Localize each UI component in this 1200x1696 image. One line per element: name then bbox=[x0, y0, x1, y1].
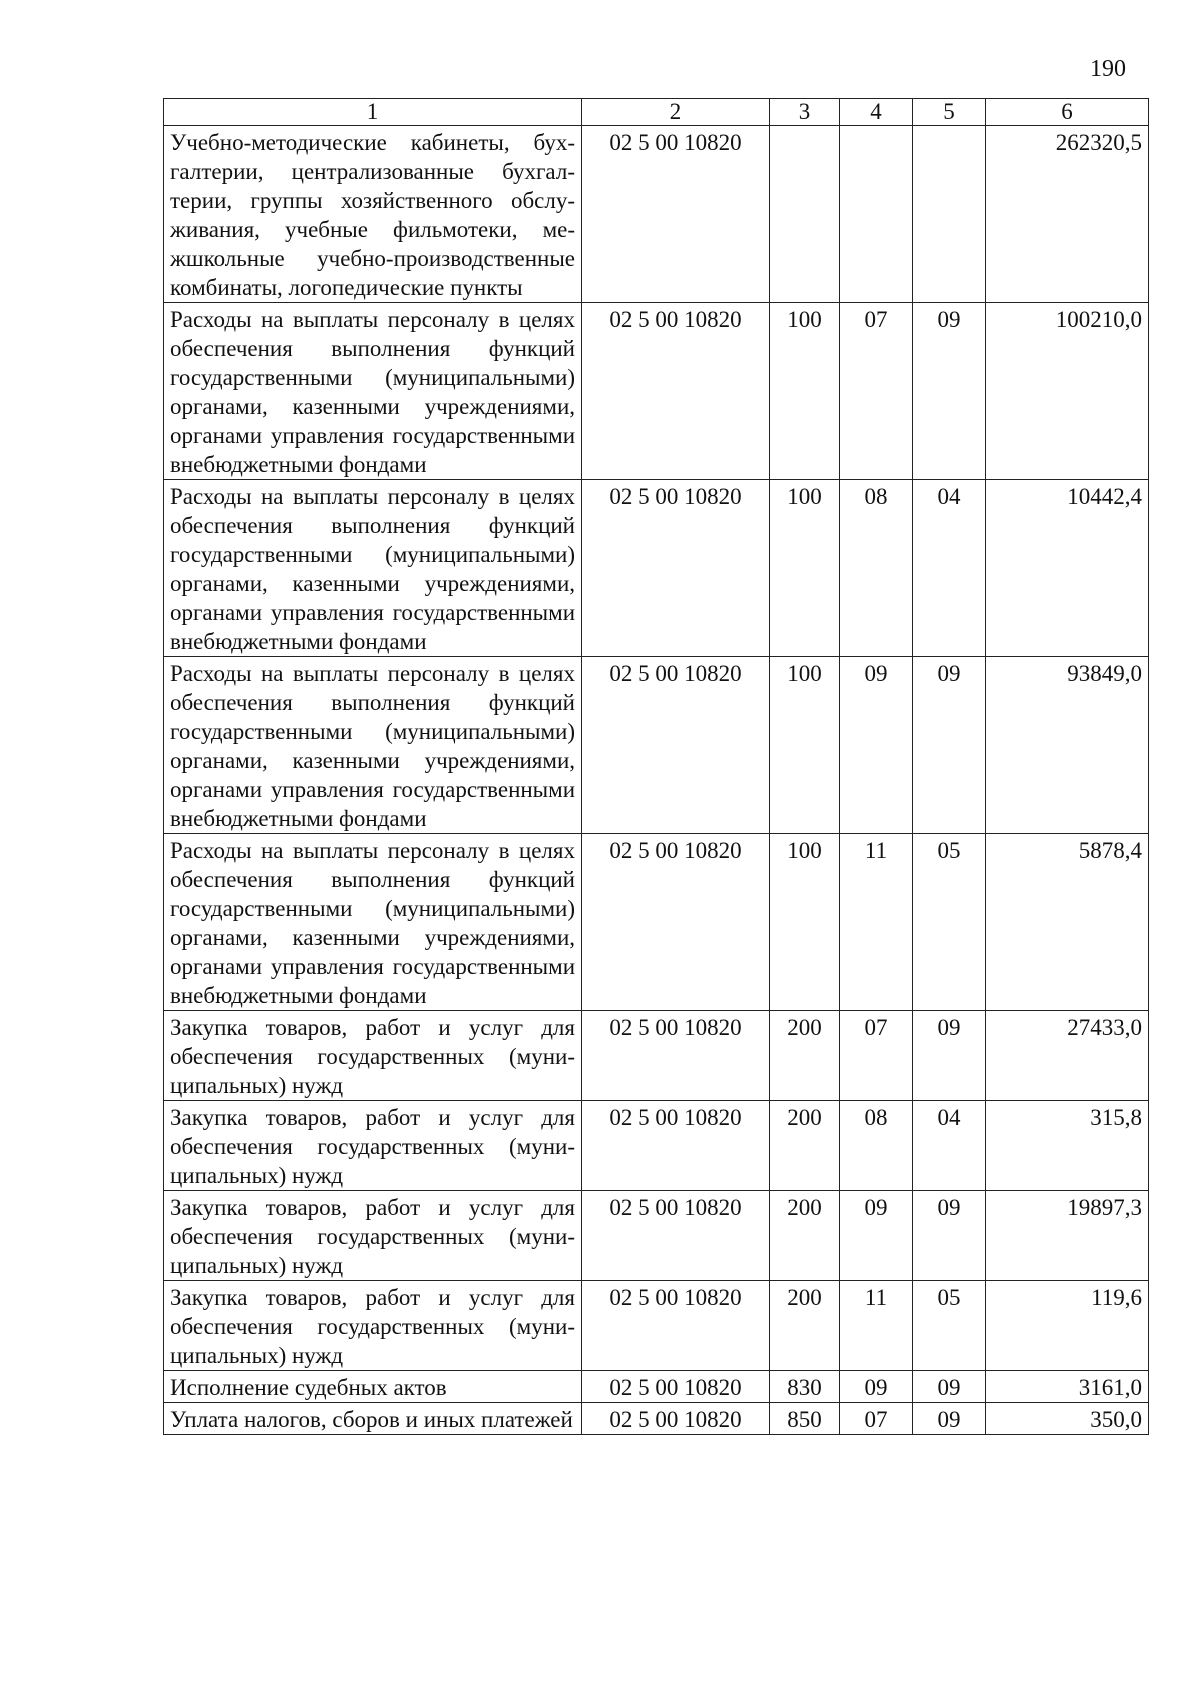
row-subsection: 09 bbox=[913, 1011, 986, 1101]
row-description: Учебно-методические кабинеты, бухгалтерии, централизованные бухгалтерии, группы хозяйственного обслуживания, учебные фильмотеки, межшкольные учебно-производственные комбинаты, логопедические пункты bbox=[164, 126, 582, 303]
budget-table bbox=[163, 98, 1149, 1435]
row-section: 08 bbox=[840, 1101, 913, 1191]
row-subsection: 05 bbox=[913, 834, 986, 1011]
table-row bbox=[164, 1403, 1149, 1435]
row-expense-type: 850 bbox=[770, 1403, 840, 1435]
row-target-code: 02 5 00 10820 bbox=[582, 834, 770, 1011]
row-amount: 10442,4 bbox=[986, 480, 1149, 657]
row-description: Уплата налогов, сборов и иных платежей bbox=[164, 1403, 582, 1435]
column-header: 3 bbox=[770, 99, 840, 126]
row-expense-type: 200 bbox=[770, 1281, 840, 1371]
column-header: 5 bbox=[913, 99, 986, 126]
row-amount: 262320,5 bbox=[986, 126, 1149, 303]
column-header: 4 bbox=[840, 99, 913, 126]
row-expense-type bbox=[770, 126, 840, 303]
row-amount: 350,0 bbox=[986, 1403, 1149, 1435]
table-row bbox=[164, 480, 1149, 657]
row-expense-type: 100 bbox=[770, 303, 840, 480]
row-description: Расходы на выплаты персоналу в целях обеспечения выполнения функций государственными (муниципальными) органами, казенными учреждениями, органами управления государственными внебюджетными фондами bbox=[164, 303, 582, 480]
row-section: 09 bbox=[840, 657, 913, 834]
row-expense-type: 200 bbox=[770, 1101, 840, 1191]
row-subsection: 04 bbox=[913, 1101, 986, 1191]
row-subsection: 04 bbox=[913, 480, 986, 657]
column-header: 2 bbox=[582, 99, 770, 126]
row-amount: 27433,0 bbox=[986, 1011, 1149, 1101]
row-subsection: 09 bbox=[913, 657, 986, 834]
header-row bbox=[164, 99, 1149, 126]
row-section: 09 bbox=[840, 1371, 913, 1403]
row-subsection: 09 bbox=[913, 303, 986, 480]
row-description: Исполнение судебных актов bbox=[164, 1371, 582, 1403]
row-section: 11 bbox=[840, 1281, 913, 1371]
row-section: 11 bbox=[840, 834, 913, 1011]
row-amount: 315,8 bbox=[986, 1101, 1149, 1191]
row-target-code: 02 5 00 10820 bbox=[582, 480, 770, 657]
row-section: 07 bbox=[840, 1403, 913, 1435]
row-section: 07 bbox=[840, 303, 913, 480]
row-target-code: 02 5 00 10820 bbox=[582, 1191, 770, 1281]
row-amount: 3161,0 bbox=[986, 1371, 1149, 1403]
row-section: 09 bbox=[840, 1191, 913, 1281]
row-expense-type: 830 bbox=[770, 1371, 840, 1403]
table-row bbox=[164, 303, 1149, 480]
row-description: Закупка товаров, работ и услуг для обеспечения государственных (муниципальных) нужд bbox=[164, 1011, 582, 1101]
table-row bbox=[164, 126, 1149, 303]
table-row bbox=[164, 1371, 1149, 1403]
table-row bbox=[164, 1191, 1149, 1281]
table-row bbox=[164, 834, 1149, 1011]
column-header: 1 bbox=[164, 99, 582, 126]
row-target-code: 02 5 00 10820 bbox=[582, 1371, 770, 1403]
table-row bbox=[164, 1101, 1149, 1191]
row-description: Закупка товаров, работ и услуг для обеспечения государственных (муниципальных) нужд bbox=[164, 1281, 582, 1371]
row-subsection: 09 bbox=[913, 1403, 986, 1435]
row-expense-type: 200 bbox=[770, 1011, 840, 1101]
table-row bbox=[164, 657, 1149, 834]
row-section bbox=[840, 126, 913, 303]
row-amount: 100210,0 bbox=[986, 303, 1149, 480]
row-target-code: 02 5 00 10820 bbox=[582, 1101, 770, 1191]
row-amount: 19897,3 bbox=[986, 1191, 1149, 1281]
row-description: Расходы на выплаты персоналу в целях обеспечения выполнения функций государственными (муниципальными) органами, казенными учреждениями, органами управления государственными внебюджетными фондами bbox=[164, 657, 582, 834]
column-header: 6 bbox=[986, 99, 1149, 126]
page-number: 190 bbox=[1090, 56, 1126, 82]
row-target-code: 02 5 00 10820 bbox=[582, 1403, 770, 1435]
row-subsection: 05 bbox=[913, 1281, 986, 1371]
row-section: 07 bbox=[840, 1011, 913, 1101]
row-subsection: 09 bbox=[913, 1191, 986, 1281]
row-section: 08 bbox=[840, 480, 913, 657]
row-target-code: 02 5 00 10820 bbox=[582, 657, 770, 834]
row-amount: 5878,4 bbox=[986, 834, 1149, 1011]
row-target-code: 02 5 00 10820 bbox=[582, 1011, 770, 1101]
row-expense-type: 100 bbox=[770, 834, 840, 1011]
row-target-code: 02 5 00 10820 bbox=[582, 303, 770, 480]
row-target-code: 02 5 00 10820 bbox=[582, 126, 770, 303]
table-row bbox=[164, 1011, 1149, 1101]
row-description: Расходы на выплаты персоналу в целях обеспечения выполнения функций государственными (муниципальными) органами, казенными учреждениями, органами управления государственными внебюджетными фондами bbox=[164, 834, 582, 1011]
row-amount: 119,6 bbox=[986, 1281, 1149, 1371]
row-subsection: 09 bbox=[913, 1371, 986, 1403]
table-row bbox=[164, 1281, 1149, 1371]
row-subsection bbox=[913, 126, 986, 303]
row-description: Закупка товаров, работ и услуг для обеспечения государственных (муниципальных) нужд bbox=[164, 1101, 582, 1191]
row-amount: 93849,0 bbox=[986, 657, 1149, 834]
row-description: Закупка товаров, работ и услуг для обеспечения государственных (муниципальных) нужд bbox=[164, 1191, 582, 1281]
row-expense-type: 200 bbox=[770, 1191, 840, 1281]
row-target-code: 02 5 00 10820 bbox=[582, 1281, 770, 1371]
row-expense-type: 100 bbox=[770, 657, 840, 834]
row-expense-type: 100 bbox=[770, 480, 840, 657]
row-description: Расходы на выплаты персоналу в целях обеспечения выполнения функций государственными (муниципальными) органами, казенными учреждениями, органами управления государственными внебюджетными фондами bbox=[164, 480, 582, 657]
